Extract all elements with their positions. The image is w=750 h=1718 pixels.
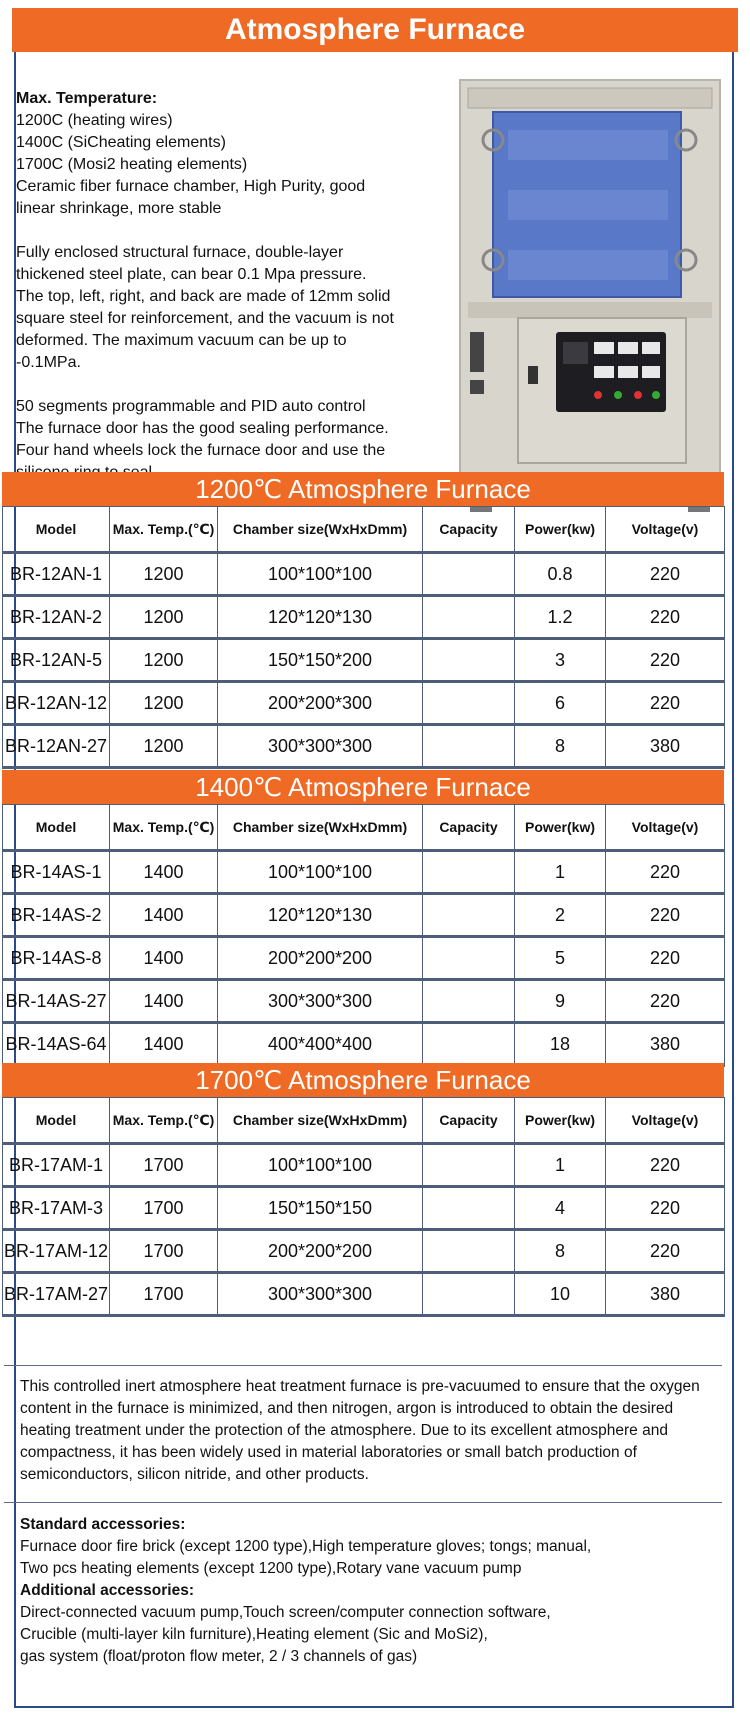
cell-max-temp: 1400 (110, 1023, 218, 1066)
table-header-row (3, 1098, 725, 1144)
intro-text (16, 88, 446, 506)
cell-max-temp: 1400 (110, 980, 218, 1023)
table-row (3, 725, 725, 768)
intro-line: thickened steel plate, can bear 0.1 Mpa pressure. (16, 266, 367, 283)
accessory-line: Direct-connected vacuum pump,Touch screen/computer connection software, (20, 1604, 551, 1621)
cell-model: BR-12AN-27 (3, 725, 110, 768)
cell-capacity (423, 682, 515, 725)
cell-power: 2 (515, 894, 606, 937)
cell-model: BR-12AN-2 (3, 596, 110, 639)
cell-capacity (423, 1273, 515, 1316)
cell-max-temp: 1200 (110, 596, 218, 639)
intro-line: linear shrinkage, more stable (16, 200, 222, 217)
col-header-model: Model (3, 805, 110, 851)
cell-model: BR-12AN-1 (3, 553, 110, 596)
intro-line: Ceramic fiber furnace chamber, High Purity, good (16, 178, 366, 195)
section-1400 (2, 770, 724, 1067)
cell-chamber-size: 100*100*100 (218, 553, 423, 596)
cell-voltage: 220 (606, 937, 725, 980)
cell-model: BR-17AM-27 (3, 1273, 110, 1316)
cell-chamber-size: 120*120*130 (218, 894, 423, 937)
intro-line: 1700C (Mosi2 heating elements) (16, 156, 248, 173)
col-header-chamber-size: Chamber size(WxHxDmm) (218, 1098, 423, 1144)
furnace-image (448, 70, 730, 518)
cell-max-temp: 1700 (110, 1230, 218, 1273)
cell-capacity (423, 553, 515, 596)
table-row (3, 1144, 725, 1187)
cell-model: BR-12AN-12 (3, 682, 110, 725)
spec-table (2, 1097, 725, 1317)
col-header-power: Power(kw) (515, 507, 606, 553)
cell-power: 0.8 (515, 553, 606, 596)
table-row (3, 937, 725, 980)
intro-line: The top, left, right, and back are made of 12mm solid (16, 288, 391, 305)
col-header-max-temp: Max. Temp.(℃) (110, 805, 218, 851)
cell-capacity (423, 1230, 515, 1273)
section-title: 1700℃ Atmosphere Furnace (2, 1063, 724, 1097)
cell-capacity (423, 851, 515, 894)
table-row (3, 1230, 725, 1273)
intro-line: The furnace door has the good sealing performance. (16, 420, 389, 437)
cell-chamber-size: 200*200*200 (218, 937, 423, 980)
intro-line: -0.1MPa. (16, 354, 81, 371)
table-row (3, 894, 725, 937)
cell-voltage: 220 (606, 1187, 725, 1230)
cell-chamber-size: 120*120*130 (218, 596, 423, 639)
cell-max-temp: 1700 (110, 1273, 218, 1316)
cell-voltage: 380 (606, 1273, 725, 1316)
cell-voltage: 220 (606, 894, 725, 937)
cell-max-temp: 1400 (110, 937, 218, 980)
product-description: This controlled inert atmosphere heat treatment furnace is pre-vacuumed to ensure that the oxygen content in the furnace is minimized, and then nitrogen, argon is introduced to obtain the desired heating treatment under the protection of the atmosphere. Due to its excellent atmosphere and compactness, it has been widely used in material laboratories or small batch production of semiconductors, silicon nitride, and other products. (4, 1365, 722, 1503)
cell-capacity (423, 1023, 515, 1066)
table-row (3, 980, 725, 1023)
cell-voltage: 220 (606, 1230, 725, 1273)
intro-control (16, 396, 446, 484)
cell-max-temp: 1200 (110, 639, 218, 682)
table-header-row (3, 805, 725, 851)
accessories-list (20, 1514, 710, 1668)
col-header-model: Model (3, 507, 110, 553)
col-header-voltage: Voltage(v) (606, 805, 725, 851)
cell-power: 1.2 (515, 596, 606, 639)
table-row (3, 851, 725, 894)
cell-capacity (423, 639, 515, 682)
page-title: Atmosphere Furnace (12, 8, 738, 52)
cell-max-temp: 1400 (110, 851, 218, 894)
cell-capacity (423, 1144, 515, 1187)
cell-power: 4 (515, 1187, 606, 1230)
col-header-model: Model (3, 1098, 110, 1144)
spec-table (2, 506, 725, 769)
cell-power: 8 (515, 725, 606, 768)
cell-capacity (423, 980, 515, 1023)
cell-voltage: 220 (606, 553, 725, 596)
cell-voltage: 220 (606, 682, 725, 725)
cell-model: BR-14AS-2 (3, 894, 110, 937)
section-1200 (2, 472, 724, 769)
standard-accessories-heading: Standard accessories: (20, 1516, 186, 1533)
cell-chamber-size: 300*300*300 (218, 725, 423, 768)
intro-line: square steel for reinforcement, and the vacuum is not (16, 310, 394, 327)
col-header-max-temp: Max. Temp.(℃) (110, 1098, 218, 1144)
section-title: 1400℃ Atmosphere Furnace (2, 770, 724, 804)
cell-capacity (423, 596, 515, 639)
accessory-line: Crucible (multi-layer kiln furniture),Heating element (Sic and MoSi2), (20, 1626, 488, 1643)
cell-voltage: 380 (606, 1023, 725, 1066)
cell-power: 5 (515, 937, 606, 980)
intro-line: Fully enclosed structural furnace, double-layer (16, 244, 344, 261)
intro-line: 1400C (SiCheating elements) (16, 134, 226, 151)
col-header-power: Power(kw) (515, 1098, 606, 1144)
cell-model: BR-17AM-1 (3, 1144, 110, 1187)
cell-model: BR-17AM-12 (3, 1230, 110, 1273)
cell-power: 9 (515, 980, 606, 1023)
cell-chamber-size: 300*300*300 (218, 980, 423, 1023)
cell-model: BR-14AS-27 (3, 980, 110, 1023)
cell-voltage: 220 (606, 596, 725, 639)
intro-line: 50 segments programmable and PID auto control (16, 398, 366, 415)
cell-model: BR-14AS-8 (3, 937, 110, 980)
intro-line: Four hand wheels lock the furnace door and use the (16, 442, 386, 459)
cell-model: BR-12AN-5 (3, 639, 110, 682)
cell-chamber-size: 100*100*100 (218, 851, 423, 894)
cell-max-temp: 1700 (110, 1144, 218, 1187)
cell-max-temp: 1200 (110, 725, 218, 768)
table-row (3, 639, 725, 682)
cell-max-temp: 1700 (110, 1187, 218, 1230)
cell-capacity (423, 894, 515, 937)
col-header-chamber-size: Chamber size(WxHxDmm) (218, 805, 423, 851)
cell-power: 10 (515, 1273, 606, 1316)
cell-chamber-size: 200*200*300 (218, 682, 423, 725)
cell-chamber-size: 200*200*200 (218, 1230, 423, 1273)
accessory-line: Two pcs heating elements (except 1200 type),Rotary vane vacuum pump (20, 1560, 522, 1577)
cell-voltage: 220 (606, 980, 725, 1023)
table-row (3, 553, 725, 596)
cell-voltage: 380 (606, 725, 725, 768)
cell-model: BR-17AM-3 (3, 1187, 110, 1230)
cell-power: 1 (515, 851, 606, 894)
col-header-capacity: Capacity (423, 507, 515, 553)
section-1700 (2, 1063, 724, 1317)
cell-chamber-size: 100*100*100 (218, 1144, 423, 1187)
cell-chamber-size: 400*400*400 (218, 1023, 423, 1066)
table-row (3, 596, 725, 639)
col-header-voltage: Voltage(v) (606, 507, 725, 553)
col-header-max-temp: Max. Temp.(℃) (110, 507, 218, 553)
cell-voltage: 220 (606, 1144, 725, 1187)
table-row (3, 1023, 725, 1066)
intro-line: 1200C (heating wires) (16, 112, 173, 129)
table-row (3, 682, 725, 725)
intro-temperature-label: Max. Temperature: (16, 90, 158, 107)
cell-power: 3 (515, 639, 606, 682)
cell-power: 18 (515, 1023, 606, 1066)
cell-max-temp: 1200 (110, 553, 218, 596)
cell-voltage: 220 (606, 639, 725, 682)
cell-max-temp: 1200 (110, 682, 218, 725)
section-title: 1200℃ Atmosphere Furnace (2, 472, 724, 506)
cell-power: 8 (515, 1230, 606, 1273)
table-row (3, 1187, 725, 1230)
cell-model: BR-14AS-64 (3, 1023, 110, 1066)
spec-table (2, 804, 725, 1067)
col-header-capacity: Capacity (423, 1098, 515, 1144)
cell-power: 1 (515, 1144, 606, 1187)
additional-accessories-heading: Additional accessories: (20, 1582, 195, 1599)
accessory-line: Furnace door fire brick (except 1200 type),High temperature gloves; tongs; manual, (20, 1538, 592, 1555)
cell-chamber-size: 300*300*300 (218, 1273, 423, 1316)
cell-capacity (423, 937, 515, 980)
cell-voltage: 220 (606, 851, 725, 894)
accessory-line: gas system (float/proton flow meter, 2 / 3 channels of gas) (20, 1648, 418, 1665)
table-header-row (3, 507, 725, 553)
cell-power: 6 (515, 682, 606, 725)
cell-max-temp: 1400 (110, 894, 218, 937)
table-row (3, 1273, 725, 1316)
intro-structure (16, 242, 446, 374)
col-header-voltage: Voltage(v) (606, 1098, 725, 1144)
cell-capacity (423, 725, 515, 768)
intro-line: deformed. The maximum vacuum can be up to (16, 332, 347, 349)
cell-capacity (423, 1187, 515, 1230)
cell-chamber-size: 150*150*200 (218, 639, 423, 682)
col-header-chamber-size: Chamber size(WxHxDmm) (218, 507, 423, 553)
cell-chamber-size: 150*150*150 (218, 1187, 423, 1230)
col-header-capacity: Capacity (423, 805, 515, 851)
cell-model: BR-14AS-1 (3, 851, 110, 894)
intro-temperature (16, 88, 446, 220)
col-header-power: Power(kw) (515, 805, 606, 851)
